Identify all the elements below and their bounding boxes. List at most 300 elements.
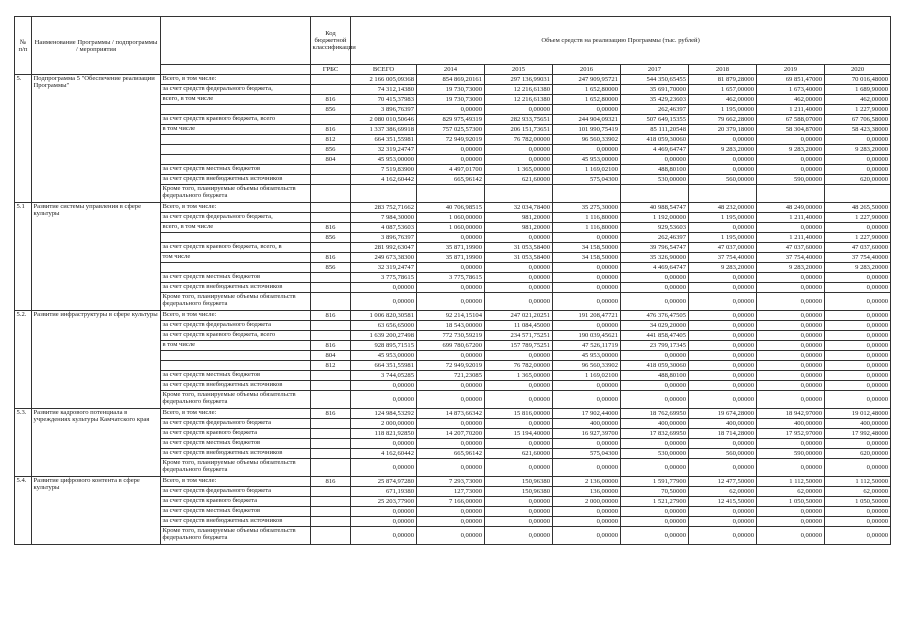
grbs-code (311, 459, 351, 477)
amount-total: 63 656,65000 (351, 321, 417, 331)
amount-total: 25 874,97280 (351, 477, 417, 487)
amount-year: 530,00000 (621, 175, 689, 185)
amount-year: 12 216,61380 (485, 85, 553, 95)
funding-source-label: том числе (161, 253, 311, 263)
amount-total: 4 162,60442 (351, 175, 417, 185)
funding-source-label: за счет средств местных бюджетов (161, 165, 311, 175)
amount-total: 7 984,30000 (351, 213, 417, 223)
amount-year: 0,00000 (417, 507, 485, 517)
amount-total: 3 775,78615 (351, 273, 417, 283)
amount-year: 9 283,20000 (825, 263, 891, 273)
grbs-code: 856 (311, 145, 351, 155)
amount-year: 7 166,00000 (417, 497, 485, 507)
amount-year: 0,00000 (689, 311, 757, 321)
amount-total (351, 185, 417, 203)
amount-year: 0,00000 (553, 459, 621, 477)
amount-year: 0,00000 (757, 135, 825, 145)
amount-year: 12 216,61380 (485, 95, 553, 105)
table-row (15, 75, 891, 85)
funding-source-label: в том числе (161, 341, 311, 351)
amount-year: 14 207,70200 (417, 429, 485, 439)
amount-year: 0,00000 (621, 459, 689, 477)
amount-year: 507 649,15355 (621, 115, 689, 125)
grbs-code: 816 (311, 409, 351, 419)
amount-year: 96 560,33902 (553, 361, 621, 371)
amount-year: 0,00000 (757, 223, 825, 233)
amount-year: 1 689,90000 (825, 85, 891, 95)
section-number: 5.3. (15, 409, 32, 477)
amount-year: 0,00000 (757, 283, 825, 293)
funding-source-label (161, 135, 311, 145)
amount-year: 0,00000 (485, 105, 553, 115)
amount-year: 1 060,00000 (417, 213, 485, 223)
amount-year: 2 000,00000 (553, 497, 621, 507)
amount-year: 462,00000 (825, 95, 891, 105)
amount-total: 74 312,14380 (351, 85, 417, 95)
amount-year: 1 195,00000 (689, 233, 757, 243)
amount-year: 854 869,20161 (417, 75, 485, 85)
amount-year: 0,00000 (485, 517, 553, 527)
amount-year: 18 543,00000 (417, 321, 485, 331)
amount-total: 32 319,24747 (351, 263, 417, 273)
amount-year: 37 754,40000 (825, 253, 891, 263)
header-volume: Объем средств на реализацию Программы (тыс. рублей) (351, 17, 891, 65)
amount-year: 0,00000 (621, 439, 689, 449)
funding-source-label: за счет средств внебюджетных источников (161, 517, 311, 527)
amount-year: 0,00000 (553, 293, 621, 311)
amount-year: 45 953,00000 (553, 155, 621, 165)
amount-year: 0,00000 (757, 517, 825, 527)
amount-year: 16 927,39700 (553, 429, 621, 439)
amount-year: 1 365,00000 (485, 165, 553, 175)
amount-year: 31 053,58400 (485, 243, 553, 253)
amount-year: 34 158,50000 (553, 243, 621, 253)
amount-year: 0,00000 (417, 293, 485, 311)
amount-year: 0,00000 (825, 135, 891, 145)
amount-year: 0,00000 (621, 381, 689, 391)
header-year: 2020 (825, 65, 891, 75)
amount-year: 76 782,00000 (485, 361, 553, 371)
amount-year: 150,96380 (485, 487, 553, 497)
amount-total: 124 984,53292 (351, 409, 417, 419)
amount-year (689, 185, 757, 203)
section-name: Подпрограмма 5 "Обеспечение реализации Программы" (32, 75, 161, 203)
funding-source-label: за счет средств федерального бюджета (161, 487, 311, 497)
amount-year: 0,00000 (417, 527, 485, 545)
grbs-code (311, 321, 351, 331)
amount-year: 1 050,50000 (757, 497, 825, 507)
amount-year: 0,00000 (553, 145, 621, 155)
grbs-code: 816 (311, 341, 351, 351)
amount-year: 544 350,65455 (621, 75, 689, 85)
amount-total: 3 744,05285 (351, 371, 417, 381)
funding-source-label: Кроме того, планируемые объемы обязательств федерального бюджета (161, 185, 311, 203)
funding-source-label: всего, в том числе (161, 223, 311, 233)
amount-year: 0,00000 (417, 351, 485, 361)
amount-year: 0,00000 (621, 351, 689, 361)
amount-year: 206 151,73651 (485, 125, 553, 135)
amount-year: 0,00000 (689, 391, 757, 409)
amount-year: 3 775,78615 (417, 273, 485, 283)
amount-year: 0,00000 (757, 459, 825, 477)
grbs-code (311, 213, 351, 223)
amount-year: 0,00000 (689, 351, 757, 361)
amount-total: 2 000,00000 (351, 419, 417, 429)
amount-year: 40 988,54747 (621, 203, 689, 213)
funding-source-label: за счет средств краевого бюджета, всего, в (161, 243, 311, 253)
funding-source-label: за счет средств федерального бюджета, (161, 213, 311, 223)
amount-year (553, 185, 621, 203)
grbs-code (311, 165, 351, 175)
amount-year: 67 706,58000 (825, 115, 891, 125)
grbs-code (311, 391, 351, 409)
amount-year: 462,00000 (757, 95, 825, 105)
amount-year: 9 283,20000 (825, 145, 891, 155)
header-kbk: Код бюджетной классификации (311, 17, 351, 65)
amount-year: 247 909,95721 (553, 75, 621, 85)
amount-year: 11 084,45000 (485, 321, 553, 331)
amount-year: 1 060,00000 (417, 223, 485, 233)
amount-year: 418 059,30060 (621, 135, 689, 145)
amount-year: 665,96142 (417, 449, 485, 459)
amount-year: 575,04300 (553, 175, 621, 185)
amount-year: 47 037,60000 (757, 243, 825, 253)
amount-year: 0,00000 (417, 155, 485, 165)
amount-year: 58 304,87000 (757, 125, 825, 135)
amount-total: 671,19380 (351, 487, 417, 497)
amount-year: 757 025,57300 (417, 125, 485, 135)
grbs-code (311, 75, 351, 85)
amount-total: 7 519,83900 (351, 165, 417, 175)
amount-year: 400,00000 (757, 419, 825, 429)
funding-source-label: за счет средств местных бюджетов (161, 371, 311, 381)
grbs-code: 816 (311, 125, 351, 135)
amount-year (417, 185, 485, 203)
amount-year: 0,00000 (417, 145, 485, 155)
amount-year: 0,00000 (825, 361, 891, 371)
amount-year: 0,00000 (757, 331, 825, 341)
header-year: 2019 (757, 65, 825, 75)
header-num: № п/п (15, 17, 32, 75)
amount-year: 621,60000 (485, 449, 553, 459)
amount-year: 0,00000 (825, 391, 891, 409)
amount-year: 0,00000 (825, 371, 891, 381)
amount-year: 79 662,28000 (689, 115, 757, 125)
amount-year: 0,00000 (485, 263, 553, 273)
amount-year: 0,00000 (417, 263, 485, 273)
amount-year: 0,00000 (485, 351, 553, 361)
amount-year: 0,00000 (825, 517, 891, 527)
amount-year: 62,00000 (825, 487, 891, 497)
amount-year: 19 012,48000 (825, 409, 891, 419)
grbs-code: 816 (311, 477, 351, 487)
amount-year: 17 952,97000 (757, 429, 825, 439)
amount-year: 18 762,69950 (621, 409, 689, 419)
amount-year: 0,00000 (553, 263, 621, 273)
amount-year: 0,00000 (825, 381, 891, 391)
amount-year: 0,00000 (689, 165, 757, 175)
header-name: Наименование Программы / подпрограммы / мероприятия (32, 17, 161, 75)
amount-year: 0,00000 (417, 419, 485, 429)
grbs-code (311, 243, 351, 253)
amount-year: 1 657,00000 (689, 85, 757, 95)
amount-year: 70 016,48000 (825, 75, 891, 85)
amount-total: 1 337 386,69918 (351, 125, 417, 135)
amount-year: 0,00000 (553, 381, 621, 391)
funding-source-label: Всего, в том числе: (161, 311, 311, 321)
amount-year: 12 415,50000 (689, 497, 757, 507)
grbs-code: 812 (311, 361, 351, 371)
amount-year: 45 953,00000 (553, 351, 621, 361)
amount-year: 0,00000 (757, 293, 825, 311)
amount-year: 0,00000 (689, 155, 757, 165)
funding-source-label: Кроме того, планируемые объемы обязательств федерального бюджета (161, 391, 311, 409)
header-year: 2015 (485, 65, 553, 75)
funding-source-label (161, 145, 311, 155)
funding-source-label (161, 361, 311, 371)
amount-year: 0,00000 (485, 273, 553, 283)
funding-source-label: за счет средств внебюджетных источников (161, 283, 311, 293)
amount-year: 37 754,40000 (689, 253, 757, 263)
amount-year: 575,04300 (553, 449, 621, 459)
budget-table (14, 16, 891, 545)
amount-total: 3 896,76397 (351, 233, 417, 243)
amount-year: 0,00000 (485, 155, 553, 165)
section-name: Развитие кадрового потенциала в учреждениях культуры Камчатского края (32, 409, 161, 477)
funding-source-label: всего, в том числе (161, 95, 311, 105)
amount-year: 247 021,20251 (485, 311, 553, 321)
amount-total: 664 351,55981 (351, 361, 417, 371)
amount-year: 721,23085 (417, 371, 485, 381)
section-name: Развитие системы управления в сфере культуры (32, 203, 161, 311)
grbs-code (311, 497, 351, 507)
amount-total: 0,00000 (351, 283, 417, 293)
amount-year: 462,00000 (689, 95, 757, 105)
amount-year: 0,00000 (485, 497, 553, 507)
amount-total: 1 639 200,27498 (351, 331, 417, 341)
header-row-1 (15, 17, 891, 65)
amount-year: 35 871,19900 (417, 253, 485, 263)
amount-year: 0,00000 (689, 273, 757, 283)
amount-year (757, 185, 825, 203)
amount-total: 4 087,53603 (351, 223, 417, 233)
amount-year: 0,00000 (417, 459, 485, 477)
amount-year: 9 283,20000 (689, 263, 757, 273)
amount-year: 35 275,30000 (553, 203, 621, 213)
grbs-code: 812 (311, 135, 351, 145)
amount-year: 67 588,07000 (757, 115, 825, 125)
amount-year: 0,00000 (621, 155, 689, 165)
amount-year: 191 208,47721 (553, 311, 621, 321)
grbs-code (311, 371, 351, 381)
amount-year: 0,00000 (825, 507, 891, 517)
amount-year: 418 059,30060 (621, 361, 689, 371)
amount-year: 0,00000 (757, 361, 825, 371)
amount-year: 19 730,73000 (417, 85, 485, 95)
amount-year: 127,73000 (417, 487, 485, 497)
amount-year: 1 227,90000 (825, 213, 891, 223)
amount-year: 620,00000 (825, 175, 891, 185)
amount-year: 1 112,50000 (757, 477, 825, 487)
amount-total: 118 821,92850 (351, 429, 417, 439)
funding-source-label: за счет средств местных бюджетов (161, 439, 311, 449)
grbs-code (311, 487, 351, 497)
amount-year: 0,00000 (825, 165, 891, 175)
funding-source-label: Кроме того, планируемые объемы обязательств федерального бюджета (161, 459, 311, 477)
grbs-code: 816 (311, 95, 351, 105)
amount-year: 262,46397 (621, 233, 689, 243)
funding-source-label: за счет средств федерального бюджета, (161, 85, 311, 95)
amount-year: 47 037,00000 (689, 243, 757, 253)
amount-year: 1 169,02100 (553, 371, 621, 381)
funding-source-label: за счет средств местных бюджетов (161, 273, 311, 283)
amount-year: 1 521,27900 (621, 497, 689, 507)
funding-source-label: Кроме того, планируемые объемы обязательств федерального бюджета (161, 293, 311, 311)
amount-year: 23 799,17345 (621, 341, 689, 351)
funding-source-label (161, 263, 311, 273)
amount-year: 19 674,28000 (689, 409, 757, 419)
amount-year: 15 194,40000 (485, 429, 553, 439)
amount-year: 34 029,20000 (621, 321, 689, 331)
amount-year: 92 214,15104 (417, 311, 485, 321)
amount-year: 0,00000 (825, 223, 891, 233)
amount-year: 1 365,00000 (485, 371, 553, 381)
grbs-code (311, 203, 351, 213)
amount-year: 488,80100 (621, 371, 689, 381)
amount-year: 47 037,60000 (825, 243, 891, 253)
grbs-code (311, 185, 351, 203)
amount-year: 0,00000 (553, 105, 621, 115)
amount-year: 0,00000 (553, 507, 621, 517)
amount-year: 18 714,28000 (689, 429, 757, 439)
amount-year: 4 497,01700 (417, 165, 485, 175)
grbs-code (311, 449, 351, 459)
grbs-code (311, 175, 351, 185)
amount-year: 0,00000 (757, 507, 825, 517)
amount-year: 2 136,00000 (553, 477, 621, 487)
header-spacer (161, 17, 311, 65)
amount-year: 35 326,90000 (621, 253, 689, 263)
amount-year: 0,00000 (825, 439, 891, 449)
amount-total: 928 895,71515 (351, 341, 417, 351)
amount-year: 621,60000 (485, 175, 553, 185)
amount-year: 981,20000 (485, 223, 553, 233)
amount-year: 0,00000 (689, 293, 757, 311)
amount-year: 1 112,50000 (825, 477, 891, 487)
amount-year: 590,00000 (757, 449, 825, 459)
grbs-code: 856 (311, 105, 351, 115)
amount-year: 35 429,23603 (621, 95, 689, 105)
grbs-code: 816 (311, 223, 351, 233)
amount-total: 70 415,37983 (351, 95, 417, 105)
amount-year: 48 232,00000 (689, 203, 757, 213)
amount-total: 0,00000 (351, 459, 417, 477)
amount-year: 1 211,40000 (757, 213, 825, 223)
amount-year: 47 526,11719 (553, 341, 621, 351)
grbs-code (311, 293, 351, 311)
amount-year: 1 673,40000 (757, 85, 825, 95)
grbs-code: 804 (311, 155, 351, 165)
amount-year: 0,00000 (485, 391, 553, 409)
amount-year: 48 249,00000 (757, 203, 825, 213)
amount-year: 0,00000 (825, 273, 891, 283)
header-year: 2018 (689, 65, 757, 75)
amount-year: 7 293,73000 (417, 477, 485, 487)
amount-year: 441 858,47405 (621, 331, 689, 341)
amount-year: 0,00000 (417, 391, 485, 409)
amount-total: 0,00000 (351, 517, 417, 527)
grbs-code (311, 115, 351, 125)
amount-total: 0,00000 (351, 527, 417, 545)
amount-year: 0,00000 (689, 459, 757, 477)
amount-year: 37 754,40000 (757, 253, 825, 263)
amount-year: 0,00000 (825, 459, 891, 477)
amount-year: 0,00000 (485, 419, 553, 429)
grbs-code (311, 419, 351, 429)
grbs-code (311, 331, 351, 341)
table-row (15, 409, 891, 419)
amount-year: 1 652,80000 (553, 95, 621, 105)
amount-year: 0,00000 (621, 273, 689, 283)
amount-year: 0,00000 (689, 527, 757, 545)
table-row (15, 477, 891, 487)
amount-year: 0,00000 (485, 233, 553, 243)
amount-year: 0,00000 (621, 293, 689, 311)
funding-source-label: Всего, в том числе: (161, 409, 311, 419)
funding-source-label: Всего, в том числе: (161, 477, 311, 487)
amount-year: 0,00000 (689, 135, 757, 145)
amount-year: 62,00000 (689, 487, 757, 497)
amount-year: 1 116,80000 (553, 213, 621, 223)
amount-year (621, 185, 689, 203)
amount-year: 0,00000 (825, 293, 891, 311)
amount-year: 0,00000 (553, 321, 621, 331)
section-number: 5.1 (15, 203, 32, 311)
amount-year: 0,00000 (621, 391, 689, 409)
funding-source-label (161, 105, 311, 115)
amount-year: 1 227,90000 (825, 233, 891, 243)
amount-year: 0,00000 (825, 321, 891, 331)
amount-total: 32 319,24747 (351, 145, 417, 155)
grbs-code (311, 507, 351, 517)
funding-source-label: за счет средств внебюджетных источников (161, 449, 311, 459)
amount-year: 234 571,75251 (485, 331, 553, 341)
amount-year: 560,00000 (689, 175, 757, 185)
amount-year: 0,00000 (757, 381, 825, 391)
amount-year: 9 283,20000 (689, 145, 757, 155)
amount-year: 1 192,00000 (621, 213, 689, 223)
amount-year: 1 195,00000 (689, 213, 757, 223)
grbs-code (311, 439, 351, 449)
amount-total: 281 992,63047 (351, 243, 417, 253)
funding-source-label: за счет средств местных бюджетов (161, 507, 311, 517)
amount-total: 0,00000 (351, 293, 417, 311)
amount-year: 772 730,59219 (417, 331, 485, 341)
amount-year: 400,00000 (553, 419, 621, 429)
amount-year: 0,00000 (757, 165, 825, 175)
funding-source-label: за счет средств внебюджетных источников (161, 175, 311, 185)
amount-year: 190 039,45621 (553, 331, 621, 341)
amount-year: 0,00000 (825, 331, 891, 341)
amount-year: 0,00000 (689, 321, 757, 331)
section-number: 5.2. (15, 311, 32, 409)
amount-total: 0,00000 (351, 381, 417, 391)
section-name: Развитие цифрового контента в сфере культуры (32, 477, 161, 545)
funding-source-label: Кроме того, планируемые объемы обязательств федерального бюджета (161, 527, 311, 545)
grbs-code: 856 (311, 263, 351, 273)
amount-year: 0,00000 (689, 331, 757, 341)
amount-year (825, 185, 891, 203)
